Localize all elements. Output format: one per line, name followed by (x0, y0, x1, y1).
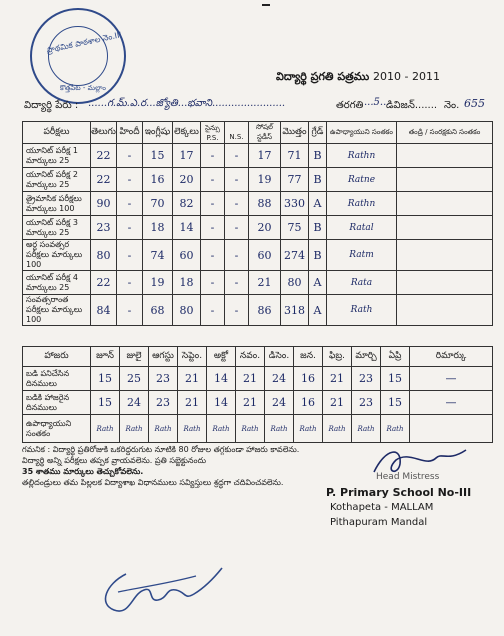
teacher-signature: Ratne (327, 168, 397, 192)
exam-label: అర్ధ సంవత్సర పరీక్షలు మార్కులు 100 (23, 240, 91, 271)
marks-header: సోషల్ స్టడీస్ (249, 122, 281, 144)
top-mark (262, 4, 270, 6)
mark-cell: 80 (173, 295, 201, 326)
teacher-signature: Rath (207, 415, 236, 443)
mark-cell: - (201, 295, 225, 326)
note-line: తల్లిదండ్రులు తమ పిల్లలక విద్యాశాఖ విధానములు సవ్యిస్తులు శ్రద్ధగా చదివించవలెను. (22, 478, 284, 487)
marks-row (23, 271, 493, 295)
mark-cell: 80 (91, 240, 117, 271)
mark-cell: - (117, 271, 143, 295)
attendance-header: నవం. (236, 347, 265, 367)
attendance-label: ఉపాధ్యాయుని సంతకం (23, 415, 91, 443)
attendance-header: రిమార్కు (410, 347, 493, 367)
parent-signature-cell (397, 271, 493, 295)
marks-header: ఇంగ్లీషు (143, 122, 173, 144)
mark-cell: B (309, 216, 327, 240)
mark-cell: - (225, 168, 249, 192)
mark-cell: B (309, 144, 327, 168)
mark-cell: 21 (249, 271, 281, 295)
attendance-cell: 15 (91, 391, 120, 415)
attendance-cell: 16 (294, 367, 323, 391)
attendance-header: మార్చి (352, 347, 381, 367)
mark-cell: 17 (249, 144, 281, 168)
marks-header: లెక్కలు (173, 122, 201, 144)
attendance-row (23, 415, 493, 443)
attendance-cell: 14 (207, 391, 236, 415)
attendance-label: బడికి హాజరైన దినములు (23, 391, 91, 415)
mark-cell: - (225, 271, 249, 295)
attendance-cell: 21 (178, 391, 207, 415)
class-value: ...5... (364, 97, 390, 108)
mark-cell: 80 (281, 271, 309, 295)
parent-signature (96, 554, 226, 624)
mark-cell: - (117, 240, 143, 271)
attendance-cell: 21 (178, 367, 207, 391)
mark-cell: 23 (91, 216, 117, 240)
mark-cell: 70 (143, 192, 173, 216)
mark-cell: 88 (249, 192, 281, 216)
mark-cell: - (117, 168, 143, 192)
exam-label: త్రైమాసిక పరీక్షలు మార్కులు 100 (23, 192, 91, 216)
mark-cell: 18 (143, 216, 173, 240)
mark-cell: 330 (281, 192, 309, 216)
attendance-cell: 21 (323, 391, 352, 415)
marks-header: ఉపాధ్యాయుని సంతకం (327, 122, 397, 144)
school-mandal-line: Pithapuram Mandal (330, 517, 428, 528)
note-line: విద్యార్థి అన్ని పరీక్షలు తప్పక వ్రాయవలెను. ప్రతి సబ్జెక్టునందు (22, 456, 206, 465)
mark-cell: - (201, 168, 225, 192)
class-label: తరగతి (336, 100, 364, 111)
marks-row (23, 144, 493, 168)
marks-header: హిందీ (117, 122, 143, 144)
mark-cell: 20 (173, 168, 201, 192)
exam-label: యూనిట్ పరీక్ష 4 మార్కులు 25 (23, 271, 91, 295)
stamp-text-top: ప్రాథమిక పాఠశాల నెం.III (45, 30, 123, 55)
mark-cell: B (309, 168, 327, 192)
attendance-header: జన. (294, 347, 323, 367)
marks-row (23, 295, 493, 326)
mark-cell: 60 (173, 240, 201, 271)
marks-row (23, 216, 493, 240)
section-label: డివిజన్....... (386, 100, 438, 111)
mark-cell: 74 (143, 240, 173, 271)
attendance-cell: 24 (120, 391, 149, 415)
headmistress-stamp (326, 442, 486, 562)
attendance-cell: — (410, 367, 493, 391)
attendance-header: డిసెం. (265, 347, 294, 367)
mark-cell: - (117, 216, 143, 240)
attendance-header: హాజరు (23, 347, 91, 367)
student-name-label: విద్యార్థి పేరు : (24, 100, 79, 111)
attendance-cell: 16 (294, 391, 323, 415)
attendance-cell: 23 (352, 391, 381, 415)
mark-cell: 22 (91, 168, 117, 192)
report-title-label: విద్యార్థి ప్రగతి పత్రము (276, 70, 370, 83)
student-name-value: ......గ.మ్.ఎ.ర...జ్యోతి...భవాని....................... (88, 98, 286, 109)
mark-cell: B (309, 240, 327, 271)
attendance-cell: 21 (323, 367, 352, 391)
school-stamp (30, 8, 126, 104)
attendance-header: జూన్ (91, 347, 120, 367)
attendance-header: ఆగస్టు (149, 347, 178, 367)
mark-cell: 86 (249, 295, 281, 326)
teacher-signature: Rath (294, 415, 323, 443)
mark-cell: 16 (143, 168, 173, 192)
year-to: 2011 (411, 70, 440, 83)
parent-signature-cell (397, 144, 493, 168)
mark-cell: 90 (91, 192, 117, 216)
teacher-signature: Rath (265, 415, 294, 443)
mark-cell: - (201, 271, 225, 295)
mark-cell: 22 (91, 144, 117, 168)
teacher-signature: Rathn (327, 192, 397, 216)
mark-cell: - (225, 295, 249, 326)
mark-cell: 18 (173, 271, 201, 295)
mark-cell: - (225, 216, 249, 240)
attendance-cell: 24 (265, 367, 294, 391)
mark-cell: - (117, 295, 143, 326)
attendance-cell: — (410, 391, 493, 415)
mark-cell: A (309, 192, 327, 216)
mark-cell: 77 (281, 168, 309, 192)
attendance-header-row (23, 347, 493, 367)
attendance-header: ఏప్రి (381, 347, 410, 367)
mark-cell: 68 (143, 295, 173, 326)
mark-cell: 71 (281, 144, 309, 168)
attendance-header: సెప్టెం. (178, 347, 207, 367)
mark-cell: - (201, 192, 225, 216)
mark-cell: 22 (91, 271, 117, 295)
marks-row (23, 192, 493, 216)
headmistress-title: Head Mistress (376, 472, 440, 482)
teacher-signature: Rath (91, 415, 120, 443)
mark-cell: 19 (249, 168, 281, 192)
attendance-cell: 21 (236, 367, 265, 391)
mark-cell: 14 (173, 216, 201, 240)
attendance-cell: 23 (352, 367, 381, 391)
attendance-header: అక్టో (207, 347, 236, 367)
teacher-signature: Rath (352, 415, 381, 443)
attendance-header: ఫిబ్ర. (323, 347, 352, 367)
teacher-signature: Rata (327, 271, 397, 295)
attendance-cell: 21 (236, 391, 265, 415)
mark-cell: - (201, 216, 225, 240)
teacher-signature: Rathn (327, 144, 397, 168)
report-title (276, 70, 440, 86)
parent-signature-cell (397, 192, 493, 216)
roll-value: 655 (464, 97, 485, 110)
teacher-signature: Rath (120, 415, 149, 443)
marks-header-ns: N.S. (225, 122, 249, 144)
parent-signature-cell (397, 240, 493, 271)
mark-cell: 60 (249, 240, 281, 271)
marks-header-row (23, 122, 493, 144)
student-info-row (24, 97, 494, 117)
mark-cell: A (309, 295, 327, 326)
note-line: గమనిక : విద్యార్థి ప్రతిరోజుకి ఒకరిద్దరుగుట నూటికి 80 రోజుల తగ్గకుండా హాజరు కావలెను. (22, 445, 300, 454)
mark-cell: - (225, 144, 249, 168)
attendance-label: బడి పనిచేసిన దినములు (23, 367, 91, 391)
marks-header: గ్రేడ్ (309, 122, 327, 144)
marks-header: తెలుగు (91, 122, 117, 144)
mark-cell: 19 (143, 271, 173, 295)
exam-label: యూనిట్ పరీక్ష 2 మార్కులు 25 (23, 168, 91, 192)
marks-header: మొత్తం (281, 122, 309, 144)
marks-row (23, 168, 493, 192)
mark-cell: 84 (91, 295, 117, 326)
year-sep: - (400, 70, 412, 83)
teacher-signature: Rath (236, 415, 265, 443)
marks-header-ps: సైన్సు P.S. (201, 122, 225, 144)
year-from: 2010 (372, 70, 401, 83)
marks-header: తండ్రి / సంరక్షకుని సంతకం (397, 122, 493, 144)
marks-header: పరీక్షలు (23, 122, 91, 144)
attendance-cell: 23 (149, 367, 178, 391)
teacher-signature: Ratal (327, 216, 397, 240)
teacher-signature: Rath (323, 415, 352, 443)
mark-cell: 274 (281, 240, 309, 271)
exam-label: యూనిట్ పరీక్ష 3 మార్కులు 25 (23, 216, 91, 240)
attendance-cell: 15 (91, 367, 120, 391)
attendance-cell: 23 (149, 391, 178, 415)
mark-cell: 17 (173, 144, 201, 168)
teacher-signature: Ratm (327, 240, 397, 271)
mark-cell: - (225, 192, 249, 216)
parent-signature-cell (397, 295, 493, 326)
mark-cell: 82 (173, 192, 201, 216)
attendance-cell: 14 (207, 367, 236, 391)
attendance-cell: 25 (120, 367, 149, 391)
teacher-signature (410, 415, 493, 443)
teacher-signature: Rath (178, 415, 207, 443)
stamp-text-bottom: కొత్తపేట - మల్లాం (60, 84, 106, 92)
attendance-row (23, 367, 493, 391)
mark-cell: - (117, 192, 143, 216)
attendance-table (22, 346, 493, 443)
attendance-row (23, 391, 493, 415)
mark-cell: 318 (281, 295, 309, 326)
roll-label: నెం. (444, 100, 460, 111)
teacher-signature: Rath (149, 415, 178, 443)
teacher-signature: Rath (381, 415, 410, 443)
mark-cell: - (201, 144, 225, 168)
school-place-line: Kothapeta - MALLAM (330, 502, 434, 513)
exam-label: సంవత్సరాంత పరీక్షలు మార్కులు 100 (23, 295, 91, 326)
note-line: 35 శాతము మార్కులు తెచ్చుకోవలెను. (22, 467, 144, 476)
mark-cell: 75 (281, 216, 309, 240)
parent-signature-cell (397, 216, 493, 240)
mark-cell: - (201, 240, 225, 271)
attendance-header: జులై (120, 347, 149, 367)
teacher-signature: Rath (327, 295, 397, 326)
marks-row (23, 240, 493, 271)
mark-cell: - (225, 240, 249, 271)
exam-label: యూనిట్ పరీక్ష 1 మార్కులు 25 (23, 144, 91, 168)
mark-cell: 20 (249, 216, 281, 240)
attendance-cell: 15 (381, 391, 410, 415)
parent-signature-cell (397, 168, 493, 192)
attendance-cell: 15 (381, 367, 410, 391)
school-name-line: P. Primary School No-III (326, 486, 472, 499)
mark-cell: - (117, 144, 143, 168)
science-label: సైన్సు (205, 123, 220, 132)
attendance-cell: 24 (265, 391, 294, 415)
marks-table (22, 121, 493, 326)
mark-cell: A (309, 271, 327, 295)
mark-cell: 15 (143, 144, 173, 168)
